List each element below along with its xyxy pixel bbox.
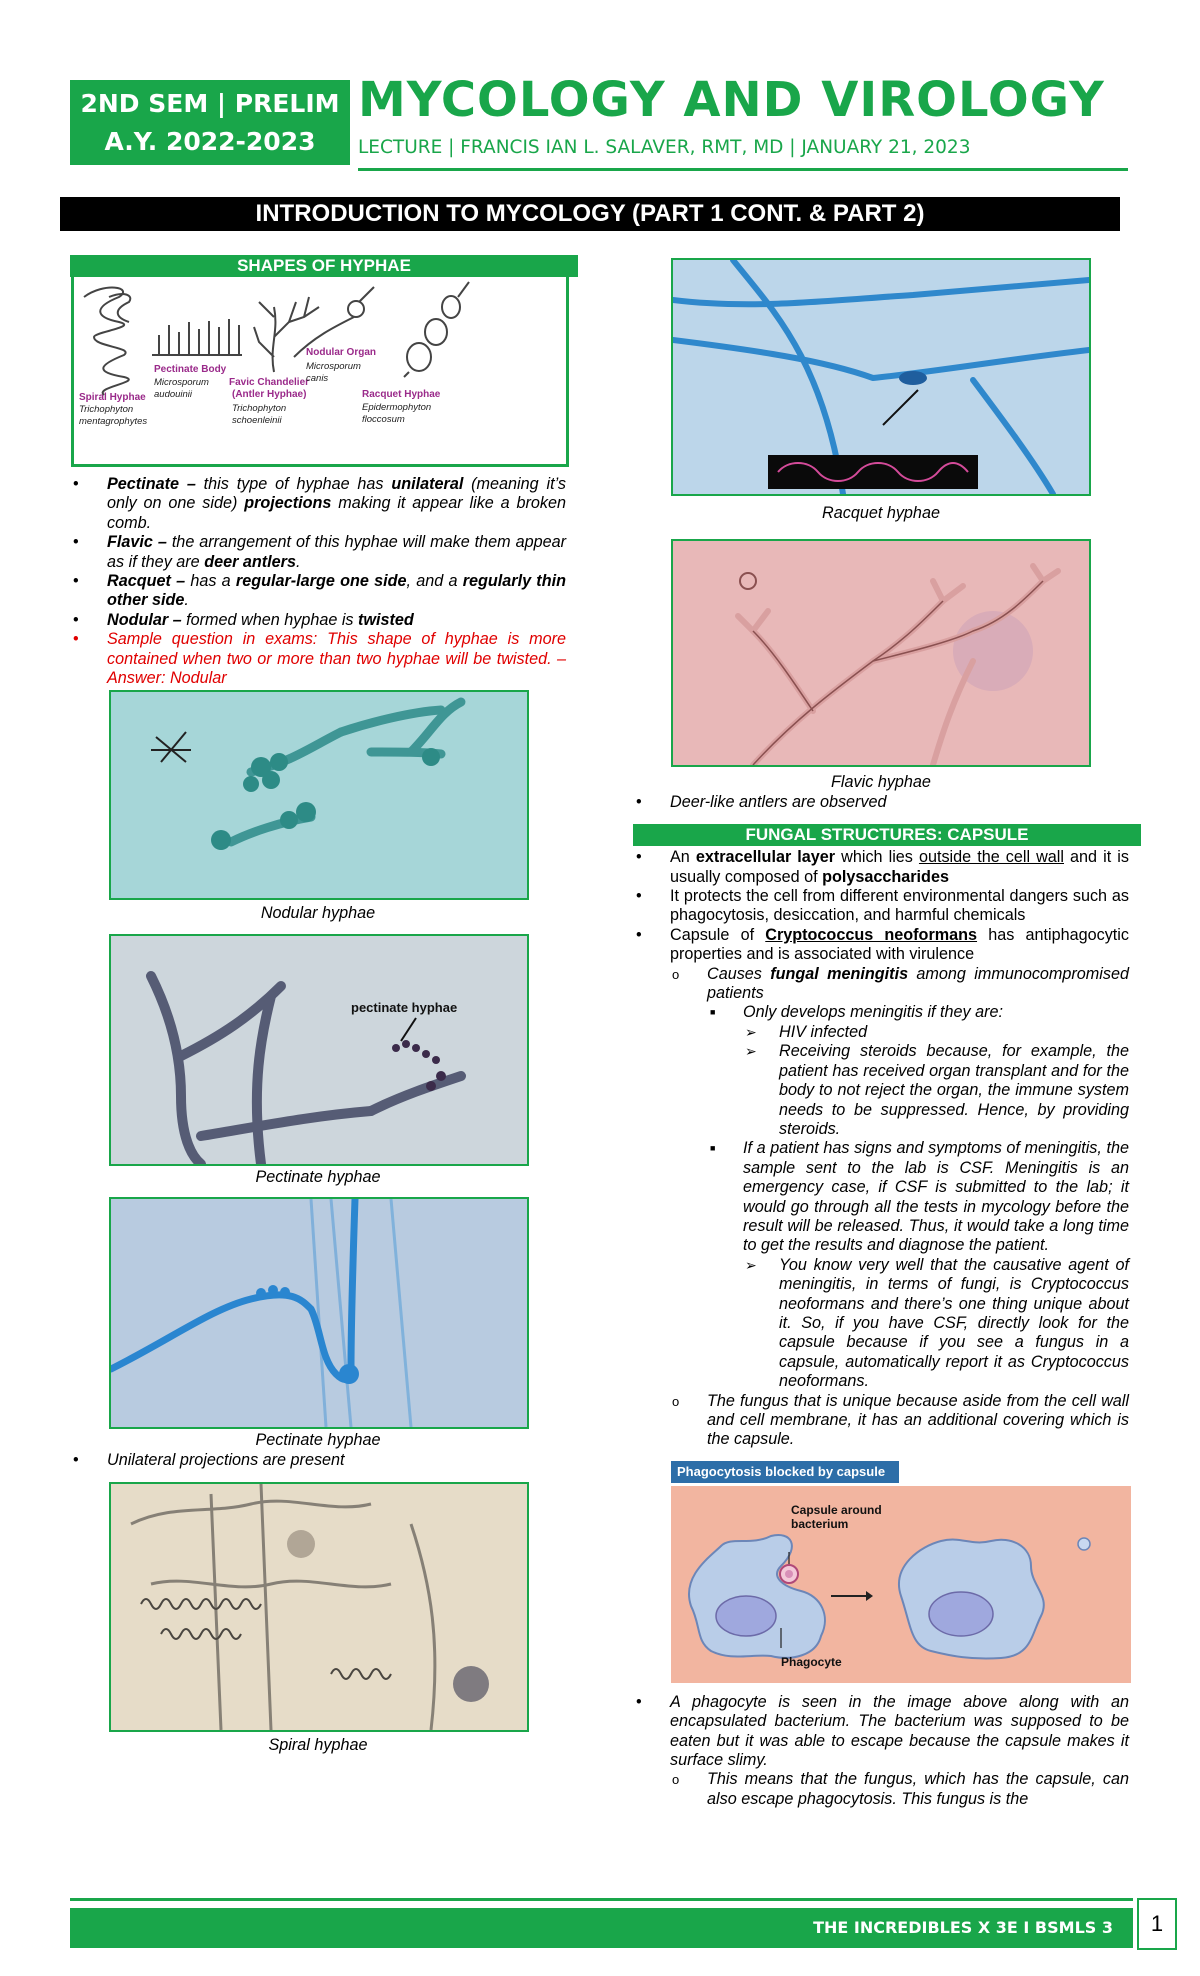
phagocytosis-notes [633, 1693, 1129, 1809]
bullet-capsule-protects: • It protects the cell from different environmental dangers such as phagocytosis, desiccation, and harmful chemicals [633, 887, 1129, 926]
racquet-hyphae-photo [671, 258, 1091, 496]
bullet-deer-note: • Deer-like antlers are observed [633, 793, 1129, 812]
label-pectinate: Pectinate Body [154, 364, 227, 375]
svg-text:(Antler Hyphae): (Antler Hyphae) [232, 389, 307, 400]
footer-rule [70, 1898, 1133, 1901]
phagocytosis-title: Phagocytosis blocked by capsule [671, 1461, 899, 1483]
label-favic: Favic Chandelier [229, 377, 310, 388]
left-column [70, 255, 566, 1756]
svg-text:audouinii: audouinii [154, 389, 193, 400]
capsule-list [633, 848, 1129, 1450]
sub-csf: ■ If a patient has signs and symptoms of meningitis, the sample sent to the lab is CSF. Meningitis is an emergency case, if CSF is submitted to the lab; it would go through all the tests in mycology before the result will be released. Thus, it would take a long time to get the results and diagnose the patient. ➢ You know very well that the causative agent of meningitis, in terms of fungi, is Cryptococcus neoformans and there’s one thing unique about it. So, if you have CSF, directly look for the capsule because if you see a fungus in a capsule, automatically report it as Cryptococcus neoformans. [707, 1139, 1129, 1391]
bullet-phagocyte-note: • A phagocyte is seen in the image above along with an encapsulated bacterium. The bacterium was supposed to be eaten but it was able to escape because the capsule makes it surface slimy. o This means that the fungus, which has the capsule, can also escape phagocytosis. This fungus is the [633, 1693, 1129, 1809]
phago-label-capsule-2: bacterium [791, 1516, 849, 1531]
caption-nodular: Nodular hyphae [260, 904, 376, 923]
phago-label-phagocyte: Phagocyte [781, 1654, 842, 1669]
caption-spiral: Spiral hyphae [268, 1736, 368, 1755]
pectinate-hyphae-photo-2 [109, 1197, 529, 1429]
bullet-flavic: • Flavic – the arrangement of this hyphae will make them appear as if they are deer antlers. [70, 533, 566, 572]
header-rule [358, 168, 1128, 171]
svg-text:floccosum: floccosum [362, 414, 405, 425]
caption-racquet: Racquet hyphae [822, 504, 940, 522]
hyphae-shapes-svg [74, 277, 566, 464]
sub-escape-phagocytosis: o This means that the fungus, which has the capsule, can also escape phagocytosis. This fungus is the [670, 1770, 1129, 1809]
badge-year: A.Y. 2022-2023 [104, 127, 316, 156]
caption-pectinate-2: Pectinate hyphae [255, 1431, 381, 1450]
bullet-capsule-definition: • An extracellular layer which lies outside the cell wall and it is usually composed of polysaccharides [633, 848, 1129, 887]
page-number: 1 [1137, 1898, 1177, 1950]
sub-meningitis: o Causes fungal meningitis among immunocompromised patients ■ Only develops meningitis if they are: ➢ HIV infected ➢ Receiving steroids because, for example, the patient has received organ transplant and for the body to not reject the organ, the immune system needs to be suppressed. Hence, by providing steroids. ■ If a patient has signs and symptoms of meningitis, the sample sent to the lab is CSF. Meningitis is an emergency case, if CSF is submitted to the lab; it would go through all the tests in mycology before the result will be released. Thus, it would take a long time to get the results and diagnose the patient. ➢ You know very well that the causative agent of meningitis, in terms of fungi, is Cryptococcus neoformans and there’s one thing unique about it. So, if you have CSF, directly look for the capsule because if you see a fungus in a capsule, automatically report it as Cryptococcus neoformans. [670, 965, 1129, 1392]
svg-text:canis: canis [306, 373, 329, 384]
bullet-nodular: • Nodular – formed when hyphae is twisted [70, 611, 566, 630]
phagocytosis-figure [671, 1458, 1131, 1683]
document-subtitle: LECTURE | FRANCIS IAN L. SALAVER, RMT, MD | JANUARY 21, 2023 [358, 137, 971, 158]
label-nodular: Nodular Organ [306, 347, 377, 358]
sub-causative-agent: ➢ You know very well that the causative agent of meningitis, in terms of fungi, is Cryptococcus neoformans and there’s one thing unique about it. So, if you have CSF, directly look for the capsule because if you see a fungus in a capsule, automatically report it as Cryptococcus neoformans. [743, 1256, 1129, 1392]
hyphae-shapes-list [70, 475, 566, 688]
bullet-racquet: • Racquet – has a regular-large one side, and a regularly thin other side. [70, 572, 566, 611]
caption-pectinate-1: Pectinate hyphae [255, 1167, 381, 1186]
pectinate-hyphae-photo-1 [109, 934, 529, 1166]
footer-bar: THE INCREDIBLES X 3E I BSMLS 3 [70, 1908, 1133, 1948]
bullet-cryptococcus: • Capsule of Cryptococcus neoformans has antiphagocytic properties and is associated with virulence o Causes fungal meningitis among immunocompromised patients ■ Only develops meningitis if they are: ➢ HIV infected ➢ Receiving steroids because, for example, the patient has received organ transplant and for the body to not reject the organ, the immune system needs to be suppressed. Hence, by providing steroids. ■ If a patient has signs and symptoms of meningitis, the sample sent to the lab is CSF. Meningitis is an emergency case, if CSF is submitted to the lab; it would go through all the tests in mycology before the result will be released. Thus, it would take a long time to get the results and diagnose the patient. ➢ You know very well that the causative agent of meningitis, in terms of fungi, is Cryptococcus neoformans and there’s one thing unique about it. So, if you have CSF, directly look for the capsule because if you see a fungus in a capsule, automatically report it as Cryptococcus neoformans. o The fungus that is unique because aside from the cell wall and cell membrane, it has an additional covering which is the capsule. [633, 926, 1129, 1450]
svg-text:Trichophyton: Trichophyton [232, 403, 287, 414]
pectinate-note-list [70, 1451, 566, 1470]
svg-text:Epidermophyton: Epidermophyton [362, 402, 432, 413]
phago-label-capsule-1: Capsule around [791, 1502, 882, 1517]
svg-text:Microsporum: Microsporum [154, 377, 209, 388]
sub-only-develops: ■ Only develops meningitis if they are: ➢ HIV infected ➢ Receiving steroids because, for example, the patient has received organ transplant and for the body to not reject the organ, the immune system needs to be suppressed. Hence, by providing steroids. [707, 1003, 1129, 1139]
flavic-note-list [633, 793, 1129, 812]
document-title: MYCOLOGY AND VIROLOGY [358, 72, 1105, 128]
caption-flavic: Flavic hyphae [831, 773, 931, 792]
svg-text:schoenleinii: schoenleinii [232, 415, 282, 426]
svg-text:Trichophyton: Trichophyton [79, 404, 134, 415]
flavic-hyphae-photo [671, 539, 1091, 767]
section-title-shapes: SHAPES OF HYPHAE [70, 255, 578, 277]
bullet-pectinate: • Pectinate – this type of hyphae has unilateral (meaning it’s only on one side) projections making it appear like a broken comb. [70, 475, 566, 533]
topic-banner: INTRODUCTION TO MYCOLOGY (PART 1 CONT. & PART 2) [60, 197, 1120, 231]
pectinate-photo-label: pectinate hyphae [351, 999, 458, 1015]
label-racquet: Racquet Hyphae [362, 389, 441, 400]
nodular-hyphae-photo [109, 690, 529, 900]
sub-steroids: ➢ Receiving steroids because, for example, the patient has received organ transplant and for the body to not reject the organ, the immune system needs to be suppressed. Hence, by providing steroids. [743, 1042, 1129, 1139]
hyphae-shapes-diagram [71, 277, 569, 467]
sub-unique-fungus: o The fungus that is unique because aside from the cell wall and cell membrane, it has an additional covering which is the capsule. [670, 1392, 1129, 1450]
spiral-hyphae-photo [109, 1482, 529, 1732]
right-column [633, 255, 1129, 1809]
bullet-unilateral-note: • Unilateral projections are present [70, 1451, 566, 1470]
section-title-capsule: FUNGAL STRUCTURES: CAPSULE [633, 824, 1141, 846]
svg-text:mentagrophytes: mentagrophytes [79, 416, 148, 427]
label-spiral: Spiral Hyphae [79, 392, 146, 403]
bullet-sample-question: • Sample question in exams: This shape of hyphae is more contained when two or more than two hyphae will be twisted. – Answer: Nodular [70, 630, 566, 688]
svg-text:Microsporum: Microsporum [306, 361, 361, 372]
header-badge [70, 80, 350, 165]
badge-semester: 2ND SEM | PRELIM [80, 89, 340, 118]
sub-hiv: ➢ HIV infected [743, 1023, 1129, 1042]
